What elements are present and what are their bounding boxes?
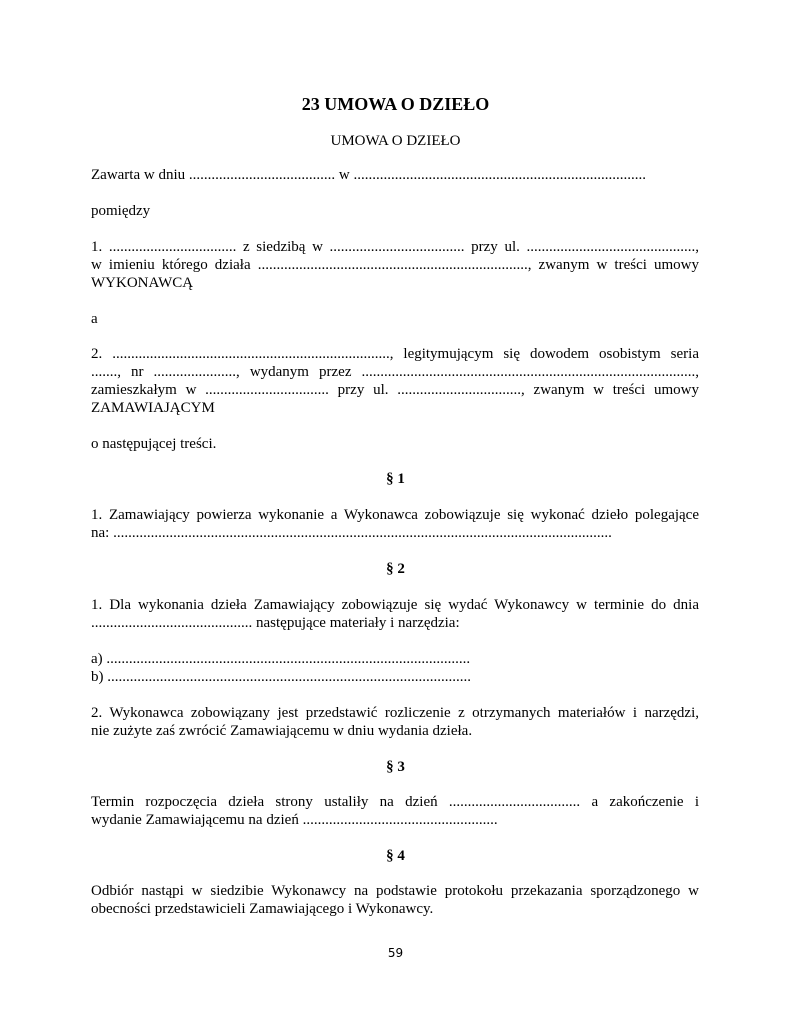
document-subtitle: UMOWA O DZIEŁO	[330, 133, 461, 149]
section-3-line-2: wydanie Zamawiającemu na dzień ....................................................	[91, 812, 498, 828]
content-intro-text: o następującej treści.	[91, 436, 217, 452]
page-number: 59	[387, 946, 404, 960]
section-3-line-1: Termin rozpoczęcia dzieła strony ustaliły na dzień ................................... a zakończenie i	[91, 794, 699, 810]
section-4-paragraph	[91, 882, 699, 918]
concluded-line	[91, 166, 699, 184]
party2-line-2: ......., nr ......................, wydanym przez .........................................................................................,	[91, 364, 699, 380]
between-text: pomiędzy	[91, 203, 151, 219]
section-1-line-2: na: .....................................................................................................................................	[91, 525, 612, 541]
party2-line-1: 2. .........................................................................., legitymującym się dowodem osobistym seria	[91, 346, 699, 362]
section-2-paragraph-1	[91, 596, 699, 632]
and-text: a	[91, 311, 98, 327]
document-title: 23 UMOWA O DZIEŁO	[301, 94, 490, 114]
party1-line-3: WYKONAWCĄ	[91, 275, 194, 291]
section-4-heading: § 4	[386, 848, 405, 864]
section-2-p2-line-2: nie zużyte zaś zwrócić Zamawiającemu w dniu wydania dzieła.	[91, 723, 473, 739]
section-2-paragraph-2	[91, 704, 699, 740]
party2-line-3: zamieszkałym w ................................. przy ul. ................................., zwanym w treści umowy	[91, 382, 699, 398]
section-2-item-a: a) .................................................................................................	[91, 651, 471, 667]
section-4-line-2: obecności przedstawicieli Zamawiającego i Wykonawcy.	[91, 901, 434, 917]
party1-line-2: w imieniu którego działa ........................................................................, zwanym w treści umowy	[91, 257, 699, 273]
concluded-text: Zawarta w dniu ....................................... w ..............................................................................	[91, 167, 646, 183]
section-3-paragraph	[91, 793, 699, 829]
section-2-items	[91, 650, 699, 686]
section-1-paragraph	[91, 506, 699, 542]
between-line	[91, 202, 699, 220]
content-intro-line	[91, 435, 699, 453]
section-2-p2-line-1: 2. Wykonawca zobowiązany jest przedstawić rozliczenie z otrzymanych materiałów i narzędzi,	[91, 705, 699, 721]
party2-line-4: ZAMAWIAJĄCYM	[91, 400, 215, 416]
section-2-heading: § 2	[386, 561, 405, 577]
section-4-line-1: Odbiór nastąpi w siedzibie Wykonawcy na podstawie protokołu przekazania sporządzonego w	[91, 883, 699, 899]
party2-paragraph	[91, 345, 699, 417]
section-1-heading: § 1	[386, 471, 405, 487]
party1-paragraph	[91, 238, 699, 292]
section-2-item-b: b) .................................................................................................	[91, 669, 471, 685]
section-3-heading: § 3	[386, 759, 405, 775]
section-2-p1-line-2: ........................................... następujące materiały i narzędzia:	[91, 615, 460, 631]
section-2-p1-line-1: 1. Dla wykonania dzieła Zamawiający zobowiązuje się wydać Wykonawcy w terminie do dnia	[91, 597, 699, 613]
section-1-line-1: 1. Zamawiający powierza wykonanie a Wykonawca zobowiązuje się wykonać dzieło polegające	[91, 507, 699, 523]
and-line	[91, 310, 699, 328]
party1-line-1: 1. .................................. z siedzibą w .................................... przy ul. .............................................,	[91, 239, 699, 255]
